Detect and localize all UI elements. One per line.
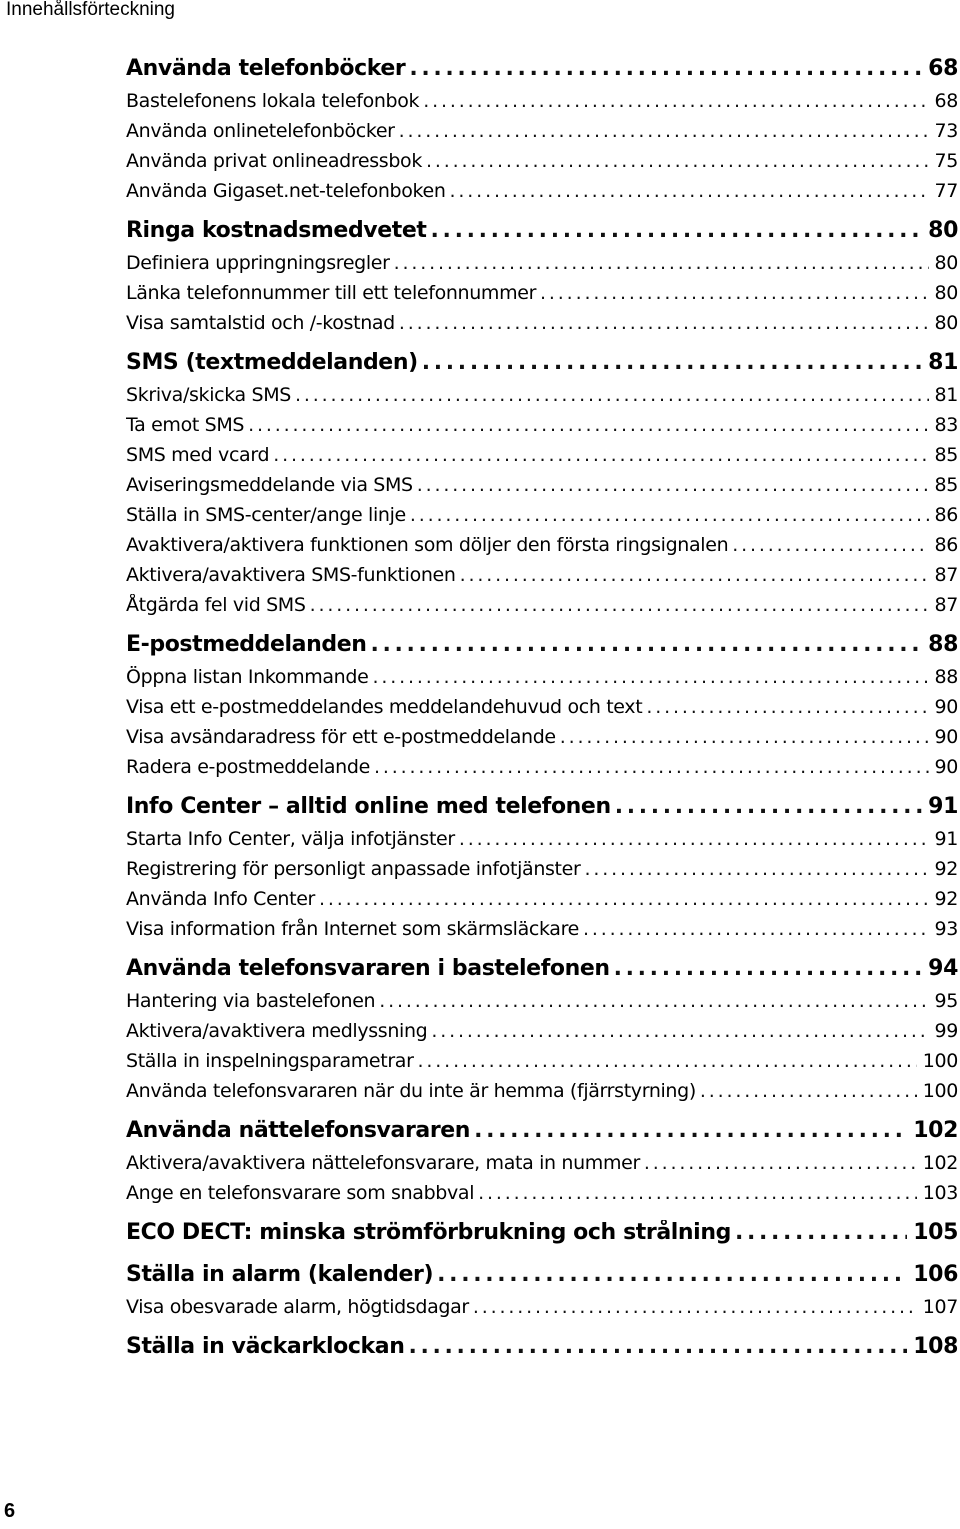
dot-leader (248, 414, 928, 436)
toc-entry-page: 92 (934, 888, 958, 910)
toc-entry[interactable] (126, 150, 958, 180)
toc-entry-page: 73 (934, 120, 958, 142)
toc-entry[interactable] (126, 594, 958, 624)
toc-entry-page: 85 (934, 444, 958, 466)
dot-leader (583, 918, 929, 940)
dot-leader (614, 956, 923, 981)
dot-leader (399, 312, 929, 334)
toc-chapter-page: 88 (928, 632, 958, 657)
toc-entry-title: SMS med vcard (126, 444, 270, 466)
toc-entry-page: 83 (934, 414, 958, 436)
dot-leader (431, 1020, 928, 1042)
dot-leader (372, 666, 928, 688)
dot-leader (437, 1262, 907, 1287)
toc-entry[interactable] (126, 312, 958, 342)
dot-leader (431, 218, 923, 243)
toc-entry-title: Använda Gigaset.net-telefonboken (126, 180, 446, 202)
toc-entry-title: Ställa in inspelningsparametrar (126, 1050, 414, 1072)
dot-leader (450, 180, 929, 202)
toc-entry[interactable] (126, 282, 958, 312)
toc-entry-title: Öppna listan Inkommande (126, 666, 369, 688)
toc-chapter[interactable] (126, 956, 958, 990)
toc-entry-title: Länka telefonnummer till ett telefonnummer (126, 282, 537, 304)
toc-entry-title: Visa obesvarade alarm, högtidsdagar (126, 1296, 469, 1318)
dot-leader (417, 474, 929, 496)
toc-entry[interactable] (126, 1080, 958, 1110)
toc-entry-title: Ta emot SMS (126, 414, 245, 436)
toc-entry[interactable] (126, 1020, 958, 1050)
toc-chapter-title: Info Center – alltid online med telefonen (126, 794, 611, 819)
toc-entry[interactable] (126, 180, 958, 210)
toc-entry[interactable] (126, 888, 958, 918)
toc-chapter-page: 108 (913, 1334, 958, 1359)
toc-entry-title: Visa information från Internet som skärmsläckare (126, 918, 579, 940)
table-of-contents (126, 56, 958, 1376)
running-header: Innehållsförteckning (6, 0, 175, 20)
toc-entry[interactable] (126, 726, 958, 756)
toc-chapter-page: 105 (913, 1220, 958, 1245)
dot-leader (409, 56, 922, 81)
dot-leader (474, 1118, 907, 1143)
toc-entry[interactable] (126, 828, 958, 858)
toc-entry-title: Radera e-postmeddelande (126, 756, 370, 778)
toc-chapter-title: E-postmeddelanden (126, 632, 367, 657)
toc-entry[interactable] (126, 474, 958, 504)
dot-leader (422, 350, 922, 375)
toc-entry-page: 86 (934, 504, 958, 526)
dot-leader (644, 1152, 917, 1174)
toc-entry[interactable] (126, 1050, 958, 1080)
page-number: 6 (4, 1500, 16, 1522)
dot-leader (379, 990, 928, 1012)
toc-entry-page: 102 (922, 1152, 958, 1174)
toc-entry-page: 85 (934, 474, 958, 496)
toc-entry-page: 80 (934, 252, 958, 274)
toc-entry[interactable] (126, 858, 958, 888)
toc-entry-title: Bastelefonens lokala telefonbok (126, 90, 420, 112)
toc-entry-title: Hantering via bastelefonen (126, 990, 376, 1012)
toc-entry-title: Skriva/skicka SMS (126, 384, 291, 406)
toc-entry[interactable] (126, 444, 958, 474)
dot-leader (310, 594, 929, 616)
toc-entry-page: 91 (934, 828, 958, 850)
dot-leader (460, 564, 929, 586)
toc-chapter[interactable] (126, 350, 958, 384)
toc-entry-title: Använda telefonsvararen när du inte är hemma (fjärrstyrning) (126, 1080, 696, 1102)
toc-chapter[interactable] (126, 1220, 958, 1254)
toc-entry-page: 100 (922, 1050, 958, 1072)
toc-entry[interactable] (126, 534, 958, 564)
toc-entry-title: Aktivera/avaktivera SMS-funktionen (126, 564, 456, 586)
dot-leader (735, 1220, 907, 1245)
toc-chapter-title: Använda telefonböcker (126, 56, 406, 81)
toc-entry-page: 87 (934, 564, 958, 586)
toc-entry-title: Visa samtalstid och /-kostnad (126, 312, 395, 334)
toc-chapter-page: 68 (928, 56, 958, 81)
toc-entry[interactable] (126, 1152, 958, 1182)
toc-entry[interactable] (126, 666, 958, 696)
toc-entry-page: 93 (934, 918, 958, 940)
toc-chapter[interactable] (126, 632, 958, 666)
dot-leader (399, 120, 929, 142)
toc-section (126, 1220, 958, 1254)
dot-leader (560, 726, 929, 748)
toc-section (126, 1118, 958, 1212)
dot-leader (584, 858, 928, 880)
toc-entry-title: Använda privat onlineadressbok (126, 150, 422, 172)
dot-leader (410, 504, 929, 526)
toc-chapter-title: ECO DECT: minska strömförbrukning och strålning (126, 1220, 731, 1245)
dot-leader (478, 1182, 917, 1204)
dot-leader (394, 252, 929, 274)
toc-chapter-page: 91 (928, 794, 958, 819)
toc-entry-page: 92 (934, 858, 958, 880)
toc-chapter-page: 102 (913, 1118, 958, 1143)
toc-entry[interactable] (126, 1182, 958, 1212)
toc-section (126, 56, 958, 210)
toc-entry[interactable] (126, 252, 958, 282)
toc-entry-page: 90 (934, 696, 958, 718)
toc-entry-page: 88 (934, 666, 958, 688)
toc-section (126, 350, 958, 624)
toc-section (126, 1334, 958, 1368)
toc-entry-page: 99 (934, 1020, 958, 1042)
toc-chapter-title: Ställa in väckarklockan (126, 1334, 405, 1359)
toc-entry[interactable] (126, 1296, 958, 1326)
toc-section (126, 632, 958, 786)
dot-leader (423, 90, 928, 112)
dot-leader (374, 756, 929, 778)
toc-chapter-title: Ringa kostnadsmedvetet (126, 218, 427, 243)
toc-chapter[interactable] (126, 1118, 958, 1152)
toc-entry-title: Använda onlinetelefonböcker (126, 120, 395, 142)
toc-chapter-title: SMS (textmeddelanden) (126, 350, 418, 375)
toc-chapter[interactable] (126, 794, 958, 828)
toc-chapter[interactable] (126, 56, 958, 90)
toc-entry-title: Starta Info Center, välja infotjänster (126, 828, 455, 850)
toc-entry[interactable] (126, 918, 958, 948)
toc-entry-title: Använda Info Center (126, 888, 316, 910)
dot-leader (646, 696, 928, 718)
toc-entry[interactable] (126, 504, 958, 534)
toc-entry-title: Aviseringsmeddelande via SMS (126, 474, 413, 496)
toc-entry[interactable] (126, 696, 958, 726)
dot-leader (273, 444, 928, 466)
toc-entry-title: Registrering för personligt anpassade infotjänster (126, 858, 581, 880)
toc-entry[interactable] (126, 756, 958, 786)
toc-chapter-title: Använda telefonsvararen i bastelefonen (126, 956, 610, 981)
toc-section (126, 218, 958, 342)
toc-section (126, 1262, 958, 1326)
toc-entry-title: Visa ett e-postmeddelandes meddelandehuvud och text (126, 696, 643, 718)
dot-leader (700, 1080, 917, 1102)
toc-entry-page: 103 (922, 1182, 958, 1204)
toc-entry-page: 80 (934, 282, 958, 304)
dot-leader (426, 150, 929, 172)
dot-leader (540, 282, 928, 304)
toc-entry-page: 90 (934, 756, 958, 778)
toc-entry[interactable] (126, 90, 958, 120)
toc-chapter-page: 94 (928, 956, 958, 981)
toc-entry-title: Aktivera/avaktivera nättelefonsvarare, mata in nummer (126, 1152, 640, 1174)
dot-leader (319, 888, 929, 910)
toc-entry-page: 75 (934, 150, 958, 172)
dot-leader (459, 828, 929, 850)
toc-entry-title: Avaktivera/aktivera funktionen som döljer den första ringsignalen (126, 534, 729, 556)
toc-entry-title: Aktivera/avaktivera medlyssning (126, 1020, 428, 1042)
toc-entry-title: Åtgärda fel vid SMS (126, 594, 306, 616)
toc-entry-title: Ange en telefonsvarare som snabbval (126, 1182, 475, 1204)
toc-entry-page: 77 (934, 180, 958, 202)
dot-leader (295, 384, 929, 406)
dot-leader (473, 1296, 917, 1318)
toc-entry-page: 80 (934, 312, 958, 334)
toc-chapter-title: Använda nättelefonsvararen (126, 1118, 471, 1143)
toc-entry-page: 90 (934, 726, 958, 748)
toc-entry[interactable] (126, 564, 958, 594)
toc-entry-page: 87 (934, 594, 958, 616)
toc-entry-page: 86 (934, 534, 958, 556)
dot-leader (418, 1050, 917, 1072)
toc-section (126, 794, 958, 948)
toc-chapter-title: Ställa in alarm (kalender) (126, 1262, 434, 1287)
toc-chapter[interactable] (126, 1262, 958, 1296)
toc-section (126, 956, 958, 1110)
toc-entry-page: 81 (934, 384, 958, 406)
dot-leader (732, 534, 928, 556)
toc-chapter[interactable] (126, 218, 958, 252)
toc-entry[interactable] (126, 990, 958, 1020)
toc-entry-page: 95 (934, 990, 958, 1012)
toc-entry[interactable] (126, 384, 958, 414)
toc-entry-page: 100 (922, 1080, 958, 1102)
toc-entry[interactable] (126, 120, 958, 150)
toc-entry[interactable] (126, 414, 958, 444)
toc-entry-title: Definiera uppringningsregler (126, 252, 390, 274)
toc-chapter-page: 81 (928, 350, 958, 375)
toc-entry-page: 107 (922, 1296, 958, 1318)
dot-leader (370, 632, 922, 657)
dot-leader (408, 1334, 907, 1359)
toc-chapter-page: 80 (928, 218, 958, 243)
toc-chapter[interactable] (126, 1334, 958, 1368)
toc-entry-title: Ställa in SMS-center/ange linje (126, 504, 406, 526)
toc-entry-title: Visa avsändaradress för ett e-postmeddelande (126, 726, 556, 748)
toc-entry-page: 68 (934, 90, 958, 112)
toc-chapter-page: 106 (913, 1262, 958, 1287)
dot-leader (615, 794, 922, 819)
